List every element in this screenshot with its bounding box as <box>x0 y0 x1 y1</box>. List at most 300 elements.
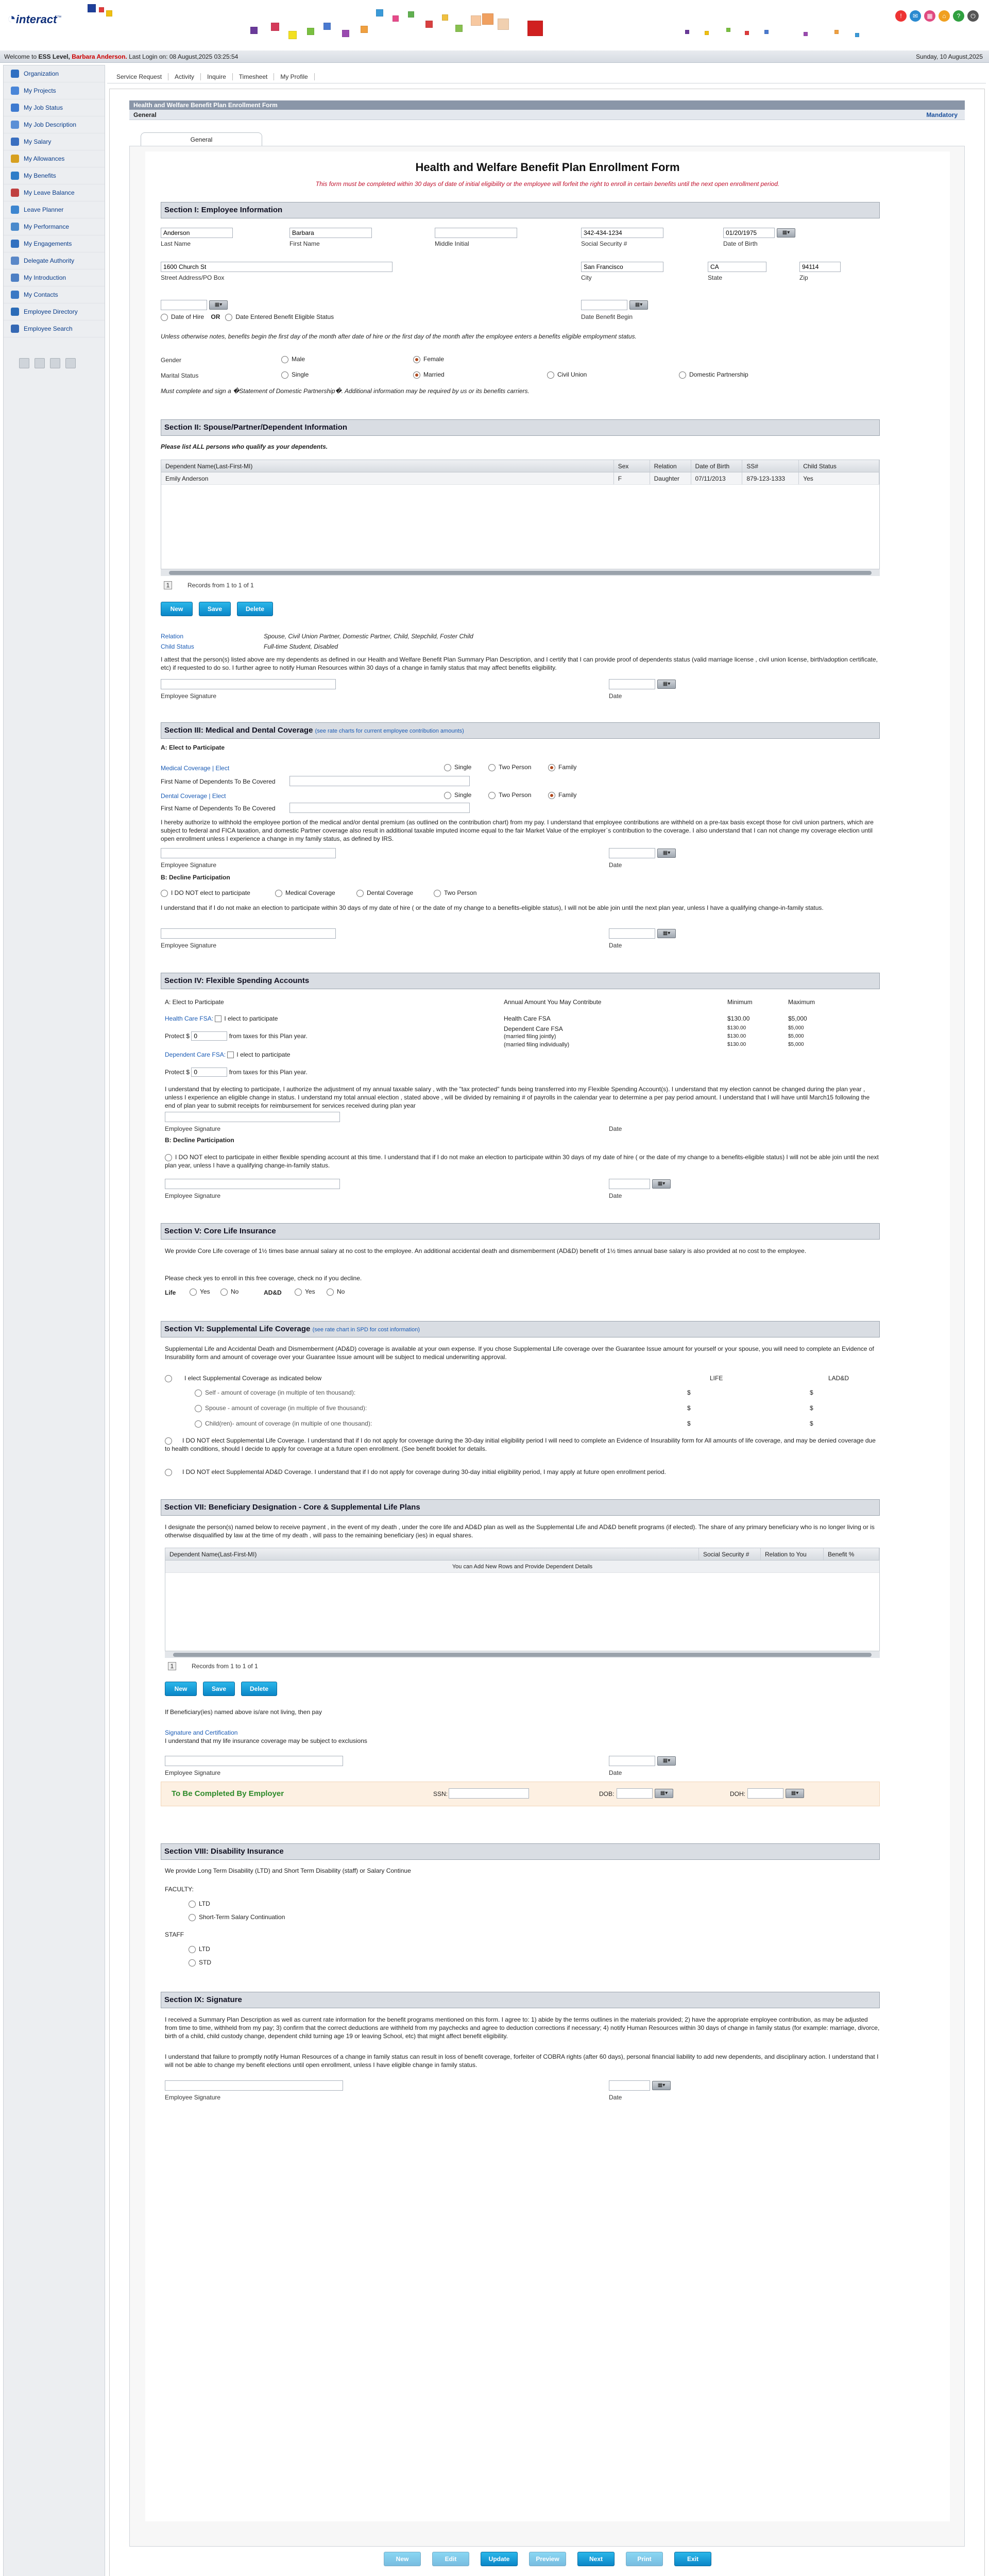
menu-icon <box>11 257 19 265</box>
main-content <box>109 89 985 2576</box>
employer-dob-calendar-icon[interactable]: ▦▾ <box>655 1789 673 1798</box>
dollar-sign: $ <box>687 1404 691 1412</box>
decline-medical[interactable]: Medical Coverage <box>275 889 335 897</box>
home-icon[interactable]: ⌂ <box>939 10 950 22</box>
benefit-begin-calendar-icon[interactable]: ▦▾ <box>629 300 648 310</box>
fsa-row-min: $130.00 <box>727 1033 746 1039</box>
table-cell: Emily Anderson <box>161 472 614 484</box>
employer-heading: To Be Completed By Employer <box>172 1789 284 1798</box>
interact-logo[interactable]: ◔interact™ <box>7 10 62 26</box>
dental-dependents-label: First Name of Dependents To Be Covered <box>161 805 276 812</box>
staff-label: STAFF <box>165 1931 184 1938</box>
edit-button[interactable]: Edit <box>432 2552 469 2566</box>
beneficiary-grid-header <box>165 1548 879 1561</box>
topnav-service-request[interactable]: Service Request <box>110 73 168 80</box>
form-title-bar: Health and Welfare Benefit Plan Enrollment Form <box>129 100 965 110</box>
table-cell: F <box>614 472 650 484</box>
form-notice: This form must be completed within 30 days of date of initial eligibility or the employee will forfeit the right to enroll in certain benefits until the next open enrollment period. <box>315 180 780 188</box>
decline-signature-input[interactable] <box>161 928 336 939</box>
supplemental-life-decline: I DO NOT elect Supplemental Life Coverage. I understand that if I do not apply for coverage during the 30-day initial eligibility period I will need to complete an Evidence of Insurability form for All amounts of life coverage, and may be denied coverage due to health conditions, should I decide to apply for coverage at a future open enrollment. (See benefit booklet for details. <box>165 1437 876 1452</box>
tool-icon-4[interactable] <box>65 358 76 368</box>
section-medical-dental: Section III: Medical and Dental Coverage (see rate charts for current employee contribution amounts) <box>161 722 880 739</box>
beneficiary-date-calendar-icon[interactable]: ▦▾ <box>657 1756 676 1766</box>
label-marital: Marital Status <box>161 372 199 379</box>
street-input[interactable] <box>161 262 393 272</box>
decline-text: I understand that if I do not make an election to participate within 30 days of my date of hire ( or the date of my change to a benefits-eligible status), I will not be able join until the next plan year, unless I have a qualifying change-in-family status. <box>161 904 824 911</box>
fsa-signature-input[interactable] <box>165 1112 340 1122</box>
decline-date-calendar-icon[interactable]: ▦▾ <box>657 929 676 938</box>
marital-married[interactable]: Married <box>413 371 445 379</box>
menu-icon <box>11 138 19 146</box>
update-button[interactable]: Update <box>481 2552 518 2566</box>
relation-values: Spouse, Civil Union Partner, Domestic Partner, Child, Stepchild, Foster Child <box>264 633 473 640</box>
menu-icon <box>11 155 19 163</box>
fsa-decline: I DO NOT elect to participate in either flexible spending account at this time. I understand that if I do not make an election to participate within 30 days of my date of hire ( or the date of my change to a benefits-eligible status) I will not be able join until the next plan year, unless I have a qualifying change-in-family status. <box>165 1154 879 1169</box>
sidebar-item-organization[interactable] <box>4 65 105 82</box>
child-status-values: Full-time Student, Disabled <box>264 643 338 650</box>
state-input[interactable] <box>708 262 766 272</box>
column-header[interactable]: Relation to You <box>761 1548 824 1560</box>
fsa-decline-signature-input[interactable] <box>165 1179 340 1189</box>
topnav-activity[interactable]: Activity <box>168 73 201 80</box>
label-date: Date <box>609 1192 622 1199</box>
menu-icon <box>11 121 19 129</box>
column-header[interactable]: SS# <box>742 460 799 472</box>
medical-signature-input[interactable] <box>161 848 336 858</box>
new-button[interactable]: New <box>384 2552 421 2566</box>
dependent-date-input[interactable] <box>609 679 655 689</box>
preview-button[interactable]: Preview <box>529 2552 566 2566</box>
dependents-subtitle: Please list ALL persons who qualify as your dependents. <box>161 443 328 450</box>
dollar-sign: $ <box>687 1389 691 1396</box>
section-disability: Section VIII: Disability Insurance <box>161 1843 880 1860</box>
menu-icon <box>11 104 19 112</box>
eligible-status-radio[interactable] <box>225 314 232 321</box>
fsa-row-label: (married filing jointly) <box>504 1033 556 1040</box>
supplemental-add-decline: I DO NOT elect Supplemental AD&D Coverage. I understand that if I do not apply for coverage during 30-day initial eligibility period, I may apply at future open enrollment period. <box>165 1468 880 1476</box>
dob-input[interactable] <box>723 228 775 238</box>
sidebar-item-my-leave-balance[interactable] <box>4 184 105 201</box>
fsa-row-min: $130.00 <box>727 1025 746 1031</box>
sidebar-item-label: Organization <box>24 70 59 77</box>
label-zip: Zip <box>799 274 808 281</box>
health-fsa-checkbox[interactable] <box>215 1015 221 1022</box>
fsa-row-max: $5,000 <box>788 1015 807 1022</box>
beneficiary-save-button[interactable]: Save <box>203 1682 235 1696</box>
final-date-calendar-icon[interactable]: ▦▾ <box>652 2081 671 2090</box>
sidebar-item-employee-search[interactable] <box>4 320 105 337</box>
fsa-row-label: Dependent Care FSA <box>504 1025 563 1032</box>
middle-initial-input[interactable] <box>435 228 517 238</box>
add-decline-radio[interactable] <box>165 1469 172 1476</box>
tool-icon-2[interactable] <box>35 358 45 368</box>
menu-icon <box>11 172 19 180</box>
marital-domestic[interactable]: Domestic Partnership <box>679 371 748 379</box>
label-employee-signature: Employee Signature <box>165 1192 221 1199</box>
decline-not-elect[interactable]: I DO NOT elect to participate <box>161 889 250 897</box>
sidebar-item-label: My Engagements <box>24 240 72 247</box>
sidebar-item-my-benefits[interactable] <box>4 167 105 184</box>
table-cell: Daughter <box>650 472 691 484</box>
hire-date-calendar-icon[interactable]: ▦▾ <box>209 300 228 310</box>
label-employee-signature: Employee Signature <box>161 861 217 869</box>
label-child-status: Child Status <box>161 643 194 650</box>
menu-icon <box>11 70 19 78</box>
menu-icon <box>11 189 19 197</box>
last-name-input[interactable] <box>161 228 233 238</box>
final-date-input[interactable] <box>609 2080 650 2091</box>
date-of-hire-radio[interactable] <box>161 314 168 321</box>
fsa-decline-heading: B: Decline Participation <box>165 1137 234 1144</box>
medical-date-input[interactable] <box>609 848 655 858</box>
ssn-input[interactable] <box>581 228 663 238</box>
topnav-my-profile[interactable]: My Profile <box>274 73 314 80</box>
label-employee-signature: Employee Signature <box>165 2094 221 2101</box>
tab-general[interactable]: General <box>141 132 262 146</box>
signature-agreement-text: I received a Summary Plan Description as well as current rate information for the benefit programs mentioned on this form. I agree to: 1) abide by the terms outlines in the materials provided; 2) have the appropriate employee contribution, as may be adjusted from time to time, withheld from my pay; 3) confirm that the correct deductions are withheld from my paychecks and agree to deduction corrections if necessary; 4) notify Human Resources within 30 days of change in family status (for example: marriage, divorce, birth of a child, child custody change, dependent child turning age 19 or leaving School, etc) that might affect benefit eligibility. <box>165 2016 880 2040</box>
beneficiary-delete-button[interactable]: Delete <box>241 1682 277 1696</box>
fsa-decline-date-calendar-icon[interactable]: ▦▾ <box>652 1179 671 1189</box>
staff-ltd[interactable]: LTD <box>189 1945 210 1953</box>
dependents-grid <box>161 460 880 576</box>
dependent-save-button[interactable]: Save <box>199 602 231 616</box>
medical-family[interactable]: Family <box>548 764 576 771</box>
dependent-new-button[interactable]: New <box>161 602 193 616</box>
beneficiary-date-input[interactable] <box>609 1756 655 1766</box>
sidebar-item-label: My Leave Balance <box>24 189 75 196</box>
fsa-row-label: (married filing individually) <box>504 1042 570 1048</box>
table-cell: 07/11/2013 <box>691 472 743 484</box>
add-column-header: LAD&D <box>828 1375 849 1382</box>
fsa-understand-text: I understand that by electing to participate, I authorize the adjustment of my annual taxable salary , with the "tax protected" funds being transferred into my Flexible Spending Account(s). I understand that my election cannot be changed during the plan year , unless I experience an eligible change in status. I understand my total annual election , stated above , will be divided by remaining # of payrolls in the calendar year to determine a per pay period amount. I understand that I will have until March15 following the end of plan year to submit receipts for reimbursement for services received during plan year <box>165 1086 870 1109</box>
add-yes-radio[interactable]: Yes <box>295 1288 315 1296</box>
section-dependents: Section II: Spouse/Partner/Dependent Information <box>161 419 880 436</box>
life-column-header: LIFE <box>710 1375 723 1382</box>
dental-two-person[interactable]: Two Person <box>488 791 531 799</box>
sidebar-item-label: Employee Directory <box>24 308 78 315</box>
tool-icon-3[interactable] <box>50 358 60 368</box>
dependent-signature-input[interactable] <box>161 679 336 689</box>
dollar-sign: $ <box>687 1420 691 1427</box>
signature-failure-text: I understand that failure to promptly notify Human Resources of a change in family status can result in loss of benefit coverage, forfeiter of COBRA rights (after 60 days), personal financial liability to add new dependents, and disciplinary action. I understand that I will not be able to change my benefit elections until open enrollment, unless I have eligible change in family status. <box>165 2053 879 2069</box>
elect-participate-heading: A: Elect to Participate <box>161 744 225 751</box>
sidebar-item-label: Employee Search <box>24 325 73 332</box>
menu-icon <box>11 308 19 316</box>
sidebar-item-label: My Salary <box>24 138 52 145</box>
signature-certification-label: Signature and Certification <box>165 1729 238 1736</box>
beneficiary-empty-row: You can Add New Rows and Provide Dependent Details <box>165 1561 879 1573</box>
sidebar-item-delegate-authority[interactable] <box>4 252 105 269</box>
marital-single[interactable]: Single <box>281 371 309 379</box>
label-last-name: Last Name <box>161 240 191 247</box>
section-supplemental-life: Section VI: Supplemental Life Coverage (see rate chart in SPD for cost information) <box>161 1321 880 1337</box>
dollar-sign: $ <box>810 1420 813 1427</box>
life-yes-radio[interactable]: Yes <box>190 1288 210 1296</box>
column-header[interactable]: Benefit % <box>824 1548 879 1560</box>
label-employee-signature: Employee Signature <box>161 692 217 700</box>
tool-icon-1[interactable] <box>19 358 29 368</box>
dependent-fsa-elect: Dependent Care FSA: I elect to participate <box>165 1051 291 1058</box>
fsa-row-max: $5,000 <box>788 1033 804 1039</box>
section-beneficiary: Section VII: Beneficiary Designation - Core & Supplemental Life Plans <box>161 1499 880 1516</box>
section-fsa: Section IV: Flexible Spending Accounts <box>161 973 880 989</box>
dependent-date-calendar-icon[interactable]: ▦▾ <box>657 680 676 689</box>
column-header[interactable]: Dependent Name(Last-First-MI) <box>165 1548 699 1560</box>
dependent-fsa-protect: Protect $ 0 from taxes for this Plan year. <box>165 1067 308 1077</box>
sidebar-item-label: Delegate Authority <box>24 257 75 264</box>
column-header[interactable]: Date of Birth <box>691 460 743 472</box>
sidebar-item-employee-directory[interactable] <box>4 303 105 320</box>
sidebar-item-label: My Benefits <box>24 172 56 179</box>
section-employee-info: Section I: Employee Information <box>161 202 880 218</box>
employer-doh-input[interactable] <box>747 1788 783 1799</box>
label-date: Date <box>609 942 622 949</box>
decline-dental[interactable]: Dental Coverage <box>356 889 413 897</box>
label-employee-signature: Employee Signature <box>161 942 217 949</box>
user-name: Barbara Anderson. <box>72 53 127 60</box>
sidebar-item-label: My Allowances <box>24 155 65 162</box>
employer-section <box>161 1782 880 1806</box>
header-icons <box>895 10 979 22</box>
life-label: Life <box>165 1289 176 1296</box>
label-gender: Gender <box>161 357 182 364</box>
dollar-sign: $ <box>810 1404 813 1412</box>
spouse-coverage[interactable]: Spouse - amount of coverage (in multiple of five thousand): <box>195 1404 367 1412</box>
sidebar-item-my-projects[interactable] <box>4 82 105 99</box>
gender-male[interactable]: Male <box>281 355 305 363</box>
fsa-elect-heading: A: Elect to Participate <box>165 998 224 1006</box>
page-number[interactable]: 1 <box>164 581 172 589</box>
sidebar-item-my-introduction[interactable] <box>4 269 105 286</box>
power-icon[interactable]: ⏻ <box>967 10 979 22</box>
beneficiary-signature-input[interactable] <box>165 1756 343 1766</box>
label-city: City <box>581 274 592 281</box>
beneficiary-grid <box>165 1548 880 1658</box>
mail-icon[interactable]: ✉ <box>910 10 921 22</box>
child-coverage[interactable]: Child(ren)- amount of coverage (in multiple of one thousand): <box>195 1420 372 1428</box>
top-navigation <box>107 70 986 83</box>
form-area <box>129 146 965 2547</box>
section-core-life: Section V: Core Life Insurance <box>161 1223 880 1240</box>
health-fsa-protect: Protect $ 0 from taxes for this Plan year. <box>165 1031 308 1041</box>
supplemental-elect[interactable]: I elect Supplemental Coverage as indicated below <box>165 1375 321 1382</box>
menu-icon <box>11 325 19 333</box>
dob-calendar-icon[interactable]: ▦▾ <box>777 228 795 238</box>
employer-ssn-input[interactable] <box>449 1788 529 1799</box>
column-header[interactable]: Relation <box>650 460 691 472</box>
faculty-stc[interactable]: Short-Term Salary Continuation <box>189 1913 285 1921</box>
dependent-fsa-checkbox[interactable] <box>227 1052 234 1058</box>
fsa-row-min: $130.00 <box>727 1015 750 1022</box>
menu-icon <box>11 240 19 248</box>
label-date: Date <box>609 1769 622 1776</box>
column-header[interactable]: Social Security # <box>699 1548 761 1560</box>
sidebar-item-my-salary[interactable] <box>4 133 105 150</box>
dependents-grid-header <box>161 460 879 472</box>
sidebar-item-leave-planner[interactable] <box>4 201 105 218</box>
zip-input[interactable] <box>799 262 841 272</box>
sidebar-item-label: My Job Status <box>24 104 63 111</box>
sidebar-item-my-job-status[interactable] <box>4 99 105 116</box>
column-header[interactable]: Child Status <box>799 460 879 472</box>
medical-single[interactable]: Single <box>444 764 471 771</box>
page-number[interactable]: 1 <box>168 1662 176 1670</box>
first-name-input[interactable] <box>289 228 372 238</box>
topnav-timesheet[interactable]: Timesheet <box>233 73 275 80</box>
menu-icon <box>11 274 19 282</box>
sidebar-item-label: My Contacts <box>24 291 58 298</box>
medical-dependents-input[interactable] <box>289 776 470 786</box>
label-date: Date <box>609 692 622 700</box>
decline-two-person[interactable]: Two Person <box>434 889 476 897</box>
menu-icon <box>11 291 19 299</box>
next-button[interactable]: Next <box>577 2552 615 2566</box>
payroll-authorization: I hereby authorize to withhold the employee portion of the medical and/or dental premium (as outlined on the contribution chart) from my pay. I understand that employee contributions are withheld on a pre-tax basis except those for civil union partners, which are subject to federal and FICA taxation, and domestic Partner coverage also result in additional taxable imputed income equal to the fair Market Value of the employer`s contribution to the coverage. I also understand that I can not change my coverage election until open enrollment unless I experience a change in my family status, as defined by IRS. <box>161 819 874 842</box>
life-decline-radio[interactable] <box>165 1437 172 1445</box>
employer-ssn-label: SSN: <box>433 1790 448 1798</box>
sidebar-item-label: Leave Planner <box>24 206 64 213</box>
life-no-radio[interactable]: No <box>220 1288 238 1296</box>
exit-button[interactable]: Exit <box>674 2552 711 2566</box>
core-life-instructions: Please check yes to enroll in this free coverage, check no if you decline. <box>165 1275 362 1282</box>
minimum-header: Minimum <box>727 998 753 1006</box>
final-signature-input[interactable] <box>165 2080 343 2091</box>
form-inner <box>145 151 950 2521</box>
annual-amount-header: Annual Amount You May Contribute <box>504 998 602 1006</box>
core-life-text: We provide Core Life coverage of 1½ times base annual salary at no cost to the employee. An additional accidental death and dismemberment (AD&D) benefit of 1½ times annual base salary is also provided at no cost to the employee. <box>165 1247 807 1255</box>
label-first-name: First Name <box>289 240 320 247</box>
medical-two-person[interactable]: Two Person <box>488 764 531 771</box>
calendar-icon[interactable]: ▦ <box>924 10 935 22</box>
dental-family[interactable]: Family <box>548 791 576 799</box>
decline-heading: B: Decline Participation <box>161 874 230 881</box>
beneficiary-contingent-text: If Beneficiary(ies) named above is/are not living, then pay <box>165 1708 322 1716</box>
sidebar-item-my-performance[interactable] <box>4 218 105 235</box>
label-date: Date <box>609 861 622 869</box>
sidebar-item-label: My Projects <box>24 87 56 94</box>
form-actions <box>110 2552 985 2566</box>
column-header[interactable]: Sex <box>614 460 650 472</box>
label-date: Date <box>609 2094 622 2101</box>
fsa-decline-radio[interactable] <box>165 1154 172 1161</box>
alert-icon[interactable]: ! <box>895 10 907 22</box>
column-header[interactable]: Dependent Name(Last-First-MI) <box>161 460 614 472</box>
medical-coverage-label: Medical Coverage | Elect <box>161 765 230 772</box>
dependent-attestation: I attest that the person(s) listed above are my dependents as defined in our Health and Welfare Benefit Plan Summary Plan Description, and I certify that I can provide proof of dependents status (valid marriage license , civil union license, birth/adoption certificate, etc) if requested to do so. I further agree to notify Human Resources within 30 days of a change in family status that may affect benefits eligibility. <box>161 656 878 671</box>
sidebar-item-my-job-description[interactable] <box>4 116 105 133</box>
section-signature: Section IX: Signature <box>161 1992 880 2008</box>
add-no-radio[interactable]: No <box>327 1288 345 1296</box>
print-button[interactable]: Print <box>626 2552 663 2566</box>
self-coverage[interactable]: Self - amount of coverage (in multiple of ten thousand): <box>195 1389 355 1397</box>
eligibility-note: Unless otherwise notes, benefits begin the first day of the month after date of hire or the first day of the month after the employee enters a benefits eligible employment status. <box>161 333 637 340</box>
sidebar-item-label: My Performance <box>24 223 70 230</box>
app-header <box>0 0 989 48</box>
dependent-fsa-amount-input[interactable] <box>191 1067 227 1077</box>
help-icon[interactable]: ? <box>953 10 964 22</box>
label-benefit-begin: Date Benefit Begin <box>581 313 633 320</box>
dependents-pager: 1 Records from 1 to 1 of 1 <box>164 581 254 589</box>
fsa-row-max: $5,000 <box>788 1042 804 1047</box>
topnav-inquire[interactable]: Inquire <box>201 73 233 80</box>
form-title: Health and Welfare Benefit Plan Enrollment Form <box>415 161 680 174</box>
supplemental-text: Supplemental Life and Accidental Death and Dismemberment (AD&D) coverage is available at your own expense. If you chose Supplemental Life coverage over the Guarantee Issue amount for yourself or your spouse, you will need to complete an Evidence of Insurability form and amount of coverage over your Guarantee Issue amount will be subject to medical underwriting approval. <box>165 1345 874 1361</box>
medical-dependents-label: First Name of Dependents To Be Covered <box>161 778 276 785</box>
table-cell: Yes <box>799 472 879 484</box>
menu-icon <box>11 87 19 95</box>
beneficiary-new-button[interactable]: New <box>165 1682 197 1696</box>
staff-std[interactable]: STD <box>189 1959 211 1967</box>
sidebar-item-my-contacts[interactable] <box>4 286 105 303</box>
label-employee-signature: Employee Signature <box>165 1769 221 1776</box>
employer-doh-calendar-icon[interactable]: ▦▾ <box>786 1789 804 1798</box>
add-label: AD&D <box>264 1289 282 1296</box>
health-fsa-amount-input[interactable] <box>191 1031 227 1041</box>
current-date: Sunday, 10 August,2025 <box>916 53 983 60</box>
disability-text: We provide Long Term Disability (LTD) and Short Term Disability (staff) or Salary Continue <box>165 1867 411 1874</box>
label-employee-signature: Employee Signature <box>165 1125 221 1132</box>
domestic-partner-note: Must complete and sign a �Statement of Domestic Partnership�. Additional information may be required by us or its benefits carriers. <box>161 387 530 395</box>
medical-date-calendar-icon[interactable]: ▦▾ <box>657 849 676 858</box>
sidebar-item-my-engagements[interactable] <box>4 235 105 252</box>
dollar-sign: $ <box>810 1389 813 1396</box>
beneficiary-scrollbar[interactable] <box>165 1651 880 1658</box>
employer-doh-label: DOH: <box>730 1790 745 1798</box>
dependent-delete-button[interactable]: Delete <box>237 602 273 616</box>
life-exclusions-text: I understand that my life insurance coverage may be subject to exclusions <box>165 1737 367 1744</box>
gender-female[interactable]: Female <box>413 355 444 363</box>
dependents-scrollbar[interactable] <box>161 569 880 576</box>
sidebar-item-label: My Job Description <box>24 121 77 128</box>
table-row[interactable] <box>161 472 879 485</box>
label-date: Date <box>609 1125 622 1132</box>
marital-civil-union[interactable]: Civil Union <box>547 371 587 379</box>
fsa-row-min: $130.00 <box>727 1042 746 1047</box>
menu-icon <box>11 206 19 214</box>
sidebar-item-my-allowances[interactable] <box>4 150 105 167</box>
beneficiary-text: I designate the person(s) named below to receive payment , in the event of my death , under the core life and AD&D plan as well as the Supplemental Life and AD&D benefit programs (if elected). The share of any primary beneficiary who is no longer living or is otherwise disqualified by law at the time of my death , will pass to the remaining beneficiary (ies) in equal shares. <box>165 1523 875 1539</box>
hire-eligible-options: Date of Hire OR Date Entered Benefit Eligible Status <box>161 313 334 321</box>
label-street: Street Address/PO Box <box>161 274 225 281</box>
beneficiary-pager: 1 Records from 1 to 1 of 1 <box>168 1662 258 1670</box>
sidebar <box>3 65 105 2576</box>
employer-dob-label: DOB: <box>599 1790 615 1798</box>
decline-date-input[interactable] <box>609 928 655 939</box>
city-input[interactable] <box>581 262 663 272</box>
user-level: ESS Level, <box>38 53 70 60</box>
employer-dob-input[interactable] <box>617 1788 653 1799</box>
label-state: State <box>708 274 723 281</box>
hire-date-input[interactable] <box>161 300 207 310</box>
sidebar-item-label: My Introduction <box>24 274 66 281</box>
faculty-label: FACULTY: <box>165 1886 194 1893</box>
label-dob: Date of Birth <box>723 240 758 247</box>
faculty-ltd[interactable]: LTD <box>189 1900 210 1908</box>
fsa-decline-date-input[interactable] <box>609 1179 650 1189</box>
benefit-begin-input[interactable] <box>581 300 627 310</box>
health-fsa-elect: Health Care FSA: I elect to participate <box>165 1015 278 1022</box>
maximum-header: Maximum <box>788 998 815 1006</box>
label-relation: Relation <box>161 633 184 640</box>
dental-dependents-input[interactable] <box>289 803 470 813</box>
fsa-row-label: Health Care FSA <box>504 1015 551 1022</box>
table-cell: 879-123-1333 <box>742 472 799 484</box>
general-bar: General Mandatory <box>129 110 965 120</box>
welcome-prefix: Welcome to <box>4 53 37 60</box>
fsa-row-max: $5,000 <box>788 1025 804 1031</box>
dental-single[interactable]: Single <box>444 791 471 799</box>
mandatory-label: Mandatory <box>926 111 958 118</box>
